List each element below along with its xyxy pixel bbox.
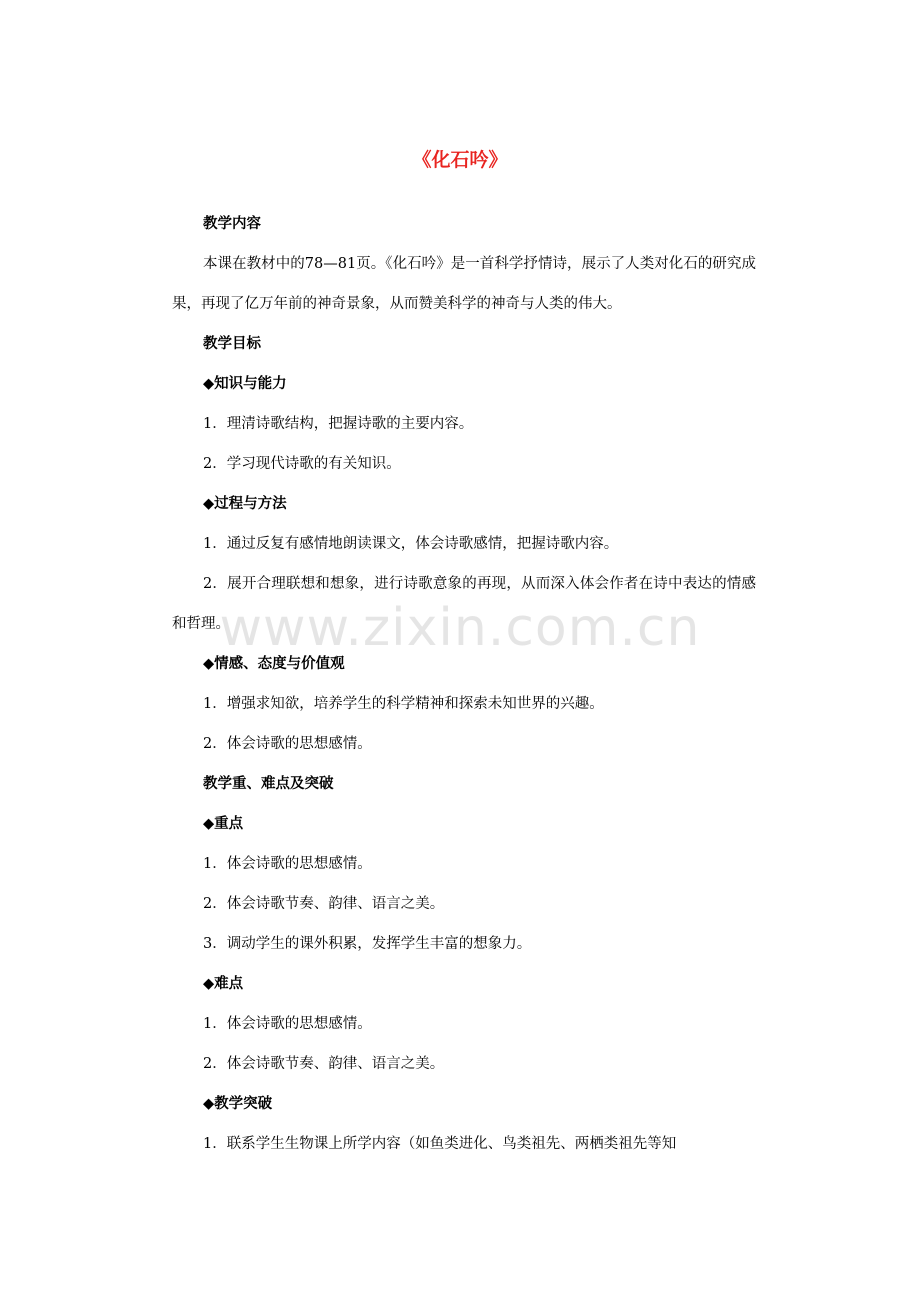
subheading-knowledge: ◆知识与能力 bbox=[203, 376, 287, 392]
breakthrough-item-1: 1．联系学生生物课上所学内容（如鱼类进化、鸟类祖先、两栖类祖先等知 bbox=[203, 1136, 677, 1152]
subheading-process: ◆过程与方法 bbox=[203, 496, 287, 512]
subheading-breakthrough: ◆教学突破 bbox=[203, 1096, 273, 1112]
document-body bbox=[172, 204, 756, 1164]
document-title: 《化石吟》 bbox=[412, 149, 508, 171]
focus-item-1: 1．体会诗歌的思想感情。 bbox=[203, 856, 372, 872]
content-paragraph: 本课在教材中的78—81页。《化石吟》是一首科学抒情诗，展示了人类对化石的研究成果，再现了亿万年前的神奇景象，从而赞美科学的神奇与人类的伟大。 bbox=[172, 256, 756, 312]
process-item-2: 2．展开合理联想和想象，进行诗歌意象的再现，从而深入体会作者在诗中表达的情感和哲理。 bbox=[172, 576, 756, 632]
knowledge-item-2: 2．学习现代诗歌的有关知识。 bbox=[203, 456, 401, 472]
section-heading-content: 教学内容 bbox=[203, 216, 261, 232]
emotion-item-2: 2．体会诗歌的思想感情。 bbox=[203, 736, 372, 752]
emotion-item-1: 1．增强求知欲，培养学生的科学精神和探索未知世界的兴趣。 bbox=[203, 696, 604, 712]
subheading-difficulty: ◆难点 bbox=[203, 976, 244, 992]
section-heading-goals: 教学目标 bbox=[203, 336, 261, 352]
watermark: www.zixin.com.cn bbox=[219, 598, 701, 658]
focus-item-2: 2．体会诗歌节奏、韵律、语言之美。 bbox=[203, 896, 445, 912]
focus-item-3: 3．调动学生的课外积累，发挥学生丰富的想象力。 bbox=[203, 936, 532, 952]
subheading-emotion: ◆情感、态度与价值观 bbox=[203, 656, 345, 672]
knowledge-item-1: 1．理清诗歌结构，把握诗歌的主要内容。 bbox=[203, 416, 474, 432]
difficulty-item-2: 2．体会诗歌节奏、韵律、语言之美。 bbox=[203, 1056, 445, 1072]
subheading-focus: ◆重点 bbox=[203, 816, 244, 832]
difficulty-item-1: 1．体会诗歌的思想感情。 bbox=[203, 1016, 372, 1032]
process-item-1: 1．通过反复有感情地朗读课文，体会诗歌感情，把握诗歌内容。 bbox=[203, 536, 619, 552]
section-heading-keypoints: 教学重、难点及突破 bbox=[203, 776, 334, 792]
